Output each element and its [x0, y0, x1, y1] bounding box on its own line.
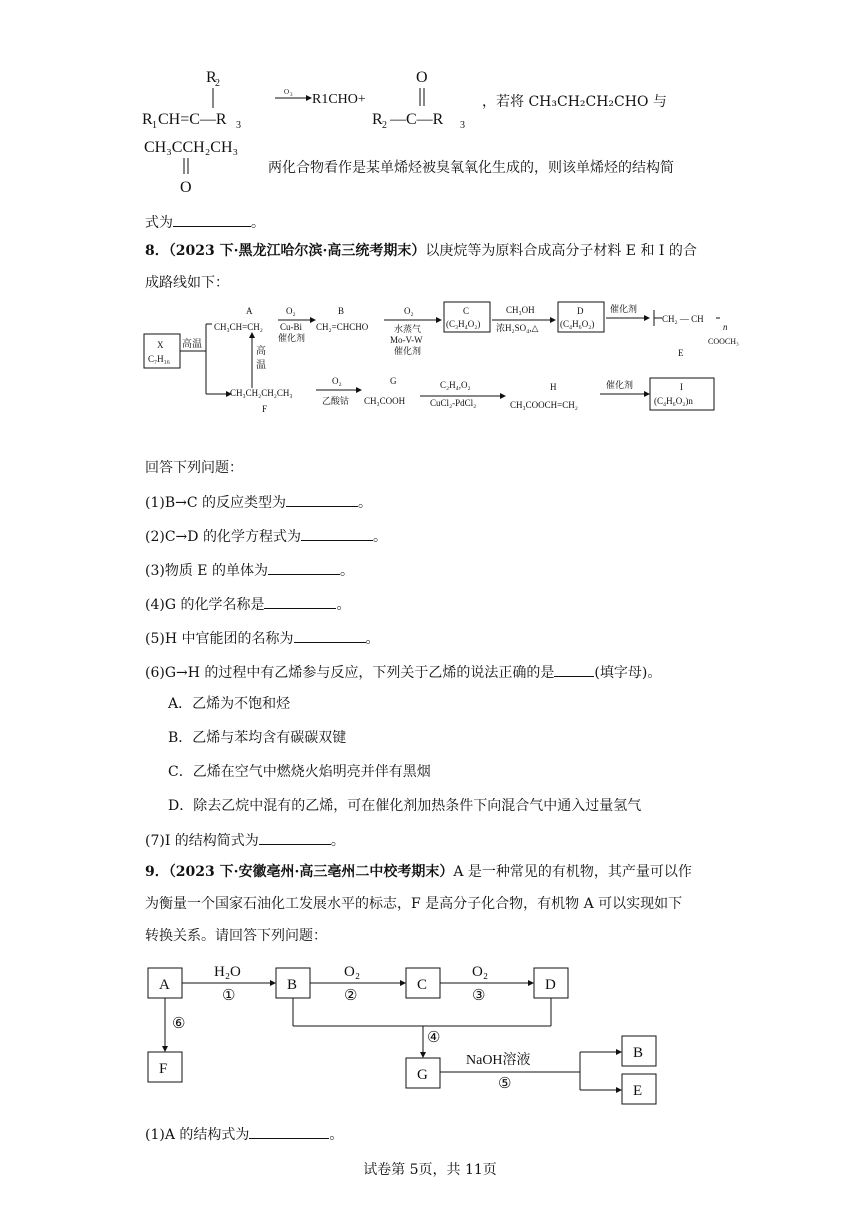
svg-text:催化剂: 催化剂	[278, 333, 306, 343]
alkene-body: CH=C—R	[158, 111, 227, 128]
svg-text:温: 温	[256, 360, 266, 371]
r1-label: R	[142, 111, 153, 128]
answer-blank[interactable]	[249, 1124, 329, 1139]
svg-text:B: B	[633, 1045, 644, 1061]
compound-h: CH₃COOCH=CH₂	[510, 400, 578, 410]
option-d[interactable]: D．除去乙烷中混有的乙烯，可在催化剂加热条件下向混合气中通入过量氢气	[168, 798, 642, 814]
svg-text:X: X	[157, 340, 164, 350]
answer-blank[interactable]	[554, 662, 594, 677]
svg-text:(C₄H₆O₂)n: (C₄H₆O₂)n	[654, 396, 693, 406]
svg-text:Mo-V-W: Mo-V-W	[390, 335, 423, 345]
svg-text:G: G	[417, 1067, 428, 1083]
q8-synthesis-scheme	[140, 296, 739, 430]
polymer-e: CH₂ — CH	[662, 314, 704, 324]
svg-text:B: B	[287, 977, 298, 993]
q8-sub-6: (6)G→H 的过程中有乙烯参与反应，下列关于乙烯的说法正确的是 (填字母)。	[145, 662, 661, 683]
svg-text:①: ①	[222, 988, 236, 1004]
q8-sub-1: (1)B→C 的反应类型为 。	[145, 492, 372, 513]
option-a[interactable]: A．乙烯为不饱和烃	[168, 696, 291, 712]
svg-text:H: H	[550, 382, 557, 392]
svg-text:水蒸气: 水蒸气	[394, 324, 422, 334]
svg-text:乙酸钴: 乙酸钴	[322, 396, 350, 406]
svg-text:2: 2	[215, 78, 220, 89]
ozonolysis-answer-line: 式为 。	[145, 212, 265, 233]
svg-text:G: G	[390, 376, 397, 386]
ketone-r2: R	[372, 111, 383, 128]
q9-line2: 为衡量一个国家石油化工发展水平的标志，F 是高分子化合物，有机物 A 可以实现如下	[145, 896, 683, 912]
svg-text:⑥: ⑥	[172, 1016, 186, 1032]
svg-text:高: 高	[256, 346, 266, 357]
svg-text:3: 3	[236, 120, 241, 131]
q8-title-line2: 成路线如下：	[145, 275, 229, 291]
svg-text:E: E	[678, 348, 684, 358]
compound-g: CH₃COOH	[364, 396, 406, 406]
svg-text:CuCl₂-PdCl₂: CuCl₂-PdCl₂	[430, 398, 477, 408]
q8-sub-2: (2)C→D 的化学方程式为 。	[145, 526, 387, 547]
svg-text:n: n	[723, 322, 728, 332]
q8-sub-7: (7)I 的结构简式为 。	[145, 830, 345, 851]
svg-text:H₂O: H₂O	[214, 964, 241, 980]
svg-text:Cu-Bi: Cu-Bi	[280, 322, 303, 332]
q9-title: 9．（2023 下·安徽亳州·高三亳州二中校考期末）A 是一种常见的有机物，其产量可以作	[145, 864, 692, 880]
aldehyde-product: R1CHO+	[312, 92, 366, 107]
svg-text:F: F	[262, 404, 268, 414]
svg-text:O₂: O₂	[286, 306, 296, 316]
svg-text:O₂: O₂	[472, 964, 489, 980]
q9-sub-1: (1)A 的结构式为 。	[145, 1124, 343, 1145]
svg-text:2: 2	[382, 120, 387, 131]
svg-text:②: ②	[344, 988, 358, 1004]
q8-sub-4: (4)G 的化学名称是 。	[145, 594, 350, 615]
option-c[interactable]: C．乙烯在空气中燃烧火焰明亮并伴有黑烟	[168, 764, 431, 780]
svg-text:(C₃H₄O₂): (C₃H₄O₂)	[446, 319, 481, 329]
svg-text:3: 3	[290, 93, 293, 98]
q8-title: 8．（2023 下·黑龙江哈尔滨·高三统考期末）以庚烷等为原料合成高分子材料 E 和 I 的合	[145, 243, 697, 259]
compound-a: CH₃CH=CH₂	[214, 322, 263, 332]
answer-blank[interactable]	[259, 830, 331, 845]
compound-b: CH₂=CHCHO	[316, 322, 369, 332]
svg-text:C₂H₄,O₂: C₂H₄,O₂	[440, 380, 471, 390]
svg-text:D: D	[577, 306, 584, 316]
q8-sub-3: (3)物质 E 的单体为 。	[145, 560, 354, 581]
svg-text:D: D	[545, 977, 556, 993]
ozone-label: O	[284, 88, 290, 96]
svg-text:O₂: O₂	[332, 376, 342, 386]
butanone-oxygen: O	[180, 179, 192, 196]
page-footer: 试卷第 5页，共 11页	[363, 1162, 497, 1178]
svg-text:催化剂: 催化剂	[606, 380, 634, 390]
svg-text:O₂: O₂	[344, 964, 361, 980]
svg-text:催化剂: 催化剂	[394, 346, 422, 356]
q8-sub-5: (5)H 中官能团的名称为 。	[145, 628, 380, 649]
svg-text:—C—R: —C—R	[390, 111, 444, 128]
ozonolysis-continuation: 两化合物看作是某单烯烃被臭氧氧化生成的，则该单烯烃的结构简	[268, 160, 674, 176]
svg-text:COOCH₃: COOCH₃	[708, 337, 739, 346]
svg-text:NaOH溶液: NaOH溶液	[466, 1053, 531, 1068]
q8-prompt: 回答下列问题：	[145, 460, 243, 476]
svg-text:催化剂: 催化剂	[610, 304, 638, 314]
svg-text:③: ③	[472, 988, 486, 1004]
svg-text:B: B	[338, 306, 345, 316]
svg-text:④: ④	[427, 1030, 441, 1046]
answer-blank[interactable]	[264, 594, 336, 609]
answer-blank[interactable]	[173, 212, 251, 227]
ozonolysis-structures	[140, 60, 700, 200]
svg-text:CH₃OH: CH₃OH	[506, 305, 535, 315]
butanone-formula: CH₃CCH₂CH₃	[144, 139, 239, 156]
q9-conversion-flow	[140, 956, 680, 1116]
svg-text:F: F	[159, 1061, 168, 1077]
svg-text:⑤: ⑤	[498, 1076, 512, 1092]
svg-text:A: A	[246, 306, 253, 316]
answer-blank[interactable]	[268, 560, 340, 575]
answer-blank[interactable]	[286, 492, 358, 507]
r2-label: R	[206, 69, 217, 86]
option-b[interactable]: B．乙烯与苯均含有碳碳双键	[168, 730, 347, 746]
svg-text:浓H₂SO₄,△: 浓H₂SO₄,△	[496, 323, 539, 333]
svg-text:O₂: O₂	[404, 306, 414, 316]
answer-blank[interactable]	[294, 628, 366, 643]
svg-text:3: 3	[460, 120, 465, 131]
svg-text:1: 1	[152, 120, 157, 131]
svg-text:(C₄H₆O₂): (C₄H₆O₂)	[560, 319, 595, 329]
ozonolysis-tail-text: ，若将 CH₃CH₂CH₂CHO 与	[482, 94, 667, 110]
answer-blank[interactable]	[301, 526, 373, 541]
compound-f: CH₃CH₂CH₂CH₃	[230, 388, 293, 398]
q9-line3: 转换关系。请回答下列问题：	[145, 928, 327, 944]
ketone-oxygen: O	[416, 69, 428, 86]
svg-text:C: C	[463, 306, 470, 316]
svg-text:C: C	[417, 977, 428, 993]
svg-text:高温: 高温	[182, 339, 202, 350]
svg-text:A: A	[159, 977, 170, 993]
svg-text:C₇H₁₆: C₇H₁₆	[148, 354, 170, 364]
svg-text:I: I	[680, 382, 683, 392]
svg-text:E: E	[633, 1083, 643, 1099]
